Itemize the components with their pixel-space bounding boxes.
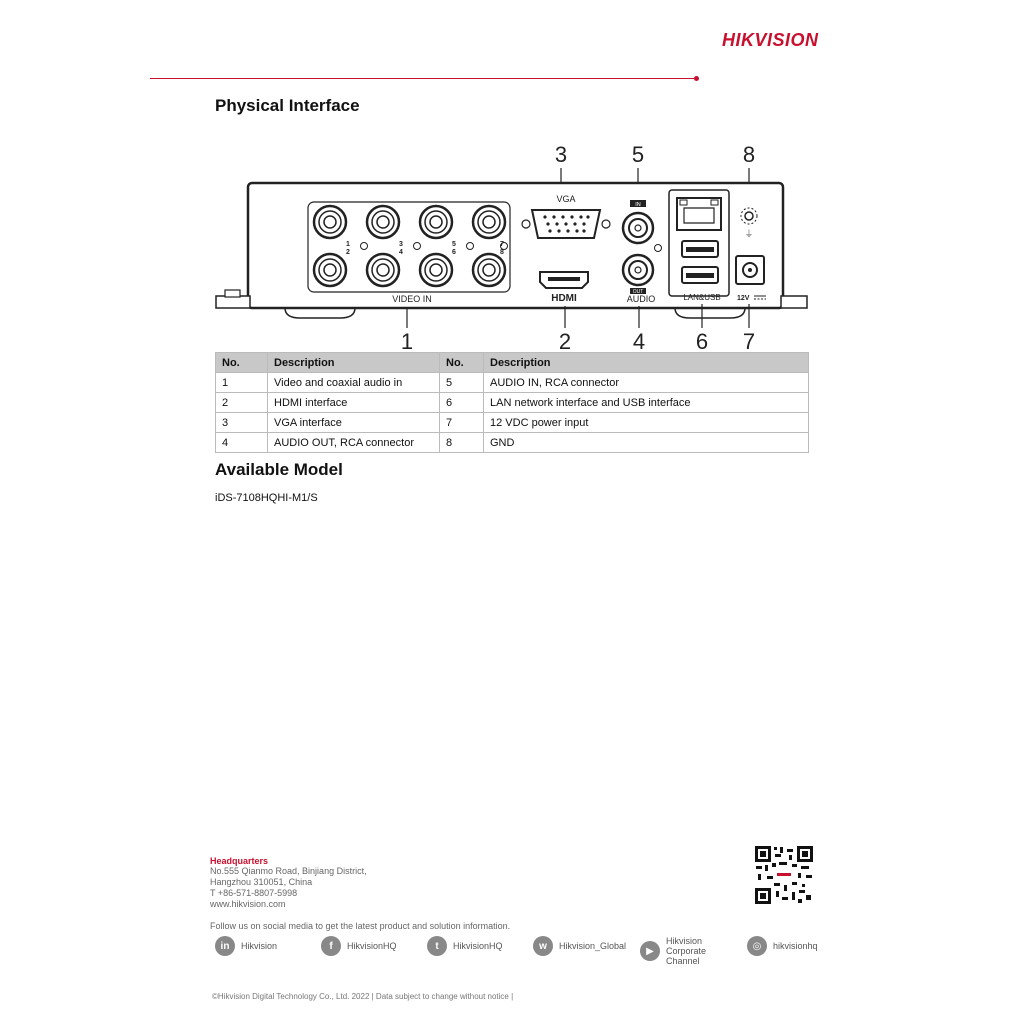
audio-out-label: OUT (632, 289, 644, 295)
social-follow-text: Follow us on social media to get the latest product and solution information. (210, 921, 511, 931)
social-label: HikvisionHQ (347, 941, 397, 951)
channel-6: 6 (452, 249, 456, 256)
channel-5: 5 (452, 241, 456, 248)
social-twitter[interactable] (427, 936, 503, 956)
table-cell: AUDIO OUT, RCA connector (268, 433, 440, 453)
table-cell: 5 (440, 373, 484, 393)
table-cell: 3 (216, 413, 268, 433)
social-label: Hikvision (241, 941, 278, 951)
vga-label: VGA (556, 194, 576, 204)
header-divider-dot (694, 76, 699, 81)
ground-symbol-icon: ⏚ (744, 229, 754, 239)
callout-1: 1 (400, 329, 414, 353)
callout-3: 3 (554, 142, 568, 167)
headquarters-title: Headquarters (210, 856, 269, 866)
callout-5: 5 (631, 142, 645, 167)
table-header-description: Description (484, 353, 809, 373)
linkedin-icon: in (215, 936, 235, 956)
lan-usb-label: LAN&USB (683, 293, 721, 302)
social-label: Hikvision Corporate Channel (666, 936, 707, 966)
table-cell: 2 (216, 393, 268, 413)
hq-website[interactable]: www.hikvision.com (210, 899, 286, 909)
table-header-no: No. (440, 353, 484, 373)
twitter-icon: t (427, 936, 447, 956)
table-cell: 7 (440, 413, 484, 433)
callout-8: 8 (742, 142, 756, 167)
table-header-no: No. (216, 353, 268, 373)
audio-out-rca (623, 255, 653, 285)
table-header-row (216, 353, 809, 373)
callout-6: 6 (695, 329, 709, 353)
table-row (216, 393, 809, 413)
hikvision-logo: HIKVISION (722, 30, 819, 50)
hq-address-line: Hangzhou 310051, China (210, 877, 313, 887)
table-row (216, 413, 809, 433)
qr-code (754, 845, 814, 905)
channel-7: 7 (500, 241, 504, 248)
hdmi-label: HDMI (551, 293, 577, 304)
instagram-icon: ◎ (747, 936, 767, 956)
audio-in-label: IN (635, 202, 641, 208)
table-row (216, 433, 809, 453)
table-cell: 4 (216, 433, 268, 453)
callout-4: 4 (632, 329, 646, 353)
social-label: hikvisionhq (773, 941, 818, 951)
table-cell: 12 VDC power input (484, 413, 809, 433)
social-wechat[interactable] (533, 936, 626, 956)
callout-7: 7 (742, 329, 756, 353)
table-cell: 8 (440, 433, 484, 453)
table-cell: VGA interface (268, 413, 440, 433)
social-instagram[interactable] (747, 936, 818, 956)
audio-in-rca (623, 213, 653, 243)
social-label: Hikvision_Global (559, 941, 627, 951)
youtube-icon: ▶ (640, 941, 660, 961)
table-cell: HDMI interface (268, 393, 440, 413)
table-row (216, 373, 809, 393)
table-cell: AUDIO IN, RCA connector (484, 373, 809, 393)
social-youtube[interactable] (640, 936, 736, 966)
physical-interface-title: Physical Interface (215, 96, 360, 115)
social-label: HikvisionHQ (453, 941, 503, 951)
social-linkedin[interactable] (215, 936, 277, 956)
hq-phone: T +86-571-8807-5998 (210, 888, 298, 898)
table-header-description: Description (268, 353, 440, 373)
table-cell: Video and coaxial audio in (268, 373, 440, 393)
callout-2: 2 (558, 329, 572, 353)
table-cell: GND (484, 433, 809, 453)
power-label: 12V (737, 295, 750, 302)
channel-8: 8 (500, 249, 504, 256)
available-model-title: Available Model (215, 460, 343, 479)
channel-4: 4 (399, 249, 403, 256)
social-facebook[interactable] (321, 936, 397, 956)
facebook-icon: f (321, 936, 341, 956)
table-cell: LAN network interface and USB interface (484, 393, 809, 413)
interface-table (215, 352, 809, 453)
table-cell: 1 (216, 373, 268, 393)
copyright-text: ©Hikvision Digital Technology Co., Ltd. 2022 | Data subject to change without notice | (212, 992, 514, 1001)
headquarters-block (210, 856, 367, 910)
channel-2: 2 (346, 249, 350, 256)
gnd-terminal (745, 212, 753, 220)
audio-label: AUDIO (626, 294, 656, 304)
header-divider (150, 78, 694, 79)
table-cell: 6 (440, 393, 484, 413)
video-in-label: VIDEO IN (392, 294, 432, 304)
channel-3: 3 (399, 241, 403, 248)
wechat-icon: w (533, 936, 553, 956)
channel-1: 1 (346, 241, 350, 248)
hq-address-line: No.555 Qianmo Road, Binjiang District, (210, 866, 367, 876)
rear-panel-diagram (210, 138, 820, 353)
model-number: iDS-7108HQHI-M1/S (215, 492, 318, 504)
